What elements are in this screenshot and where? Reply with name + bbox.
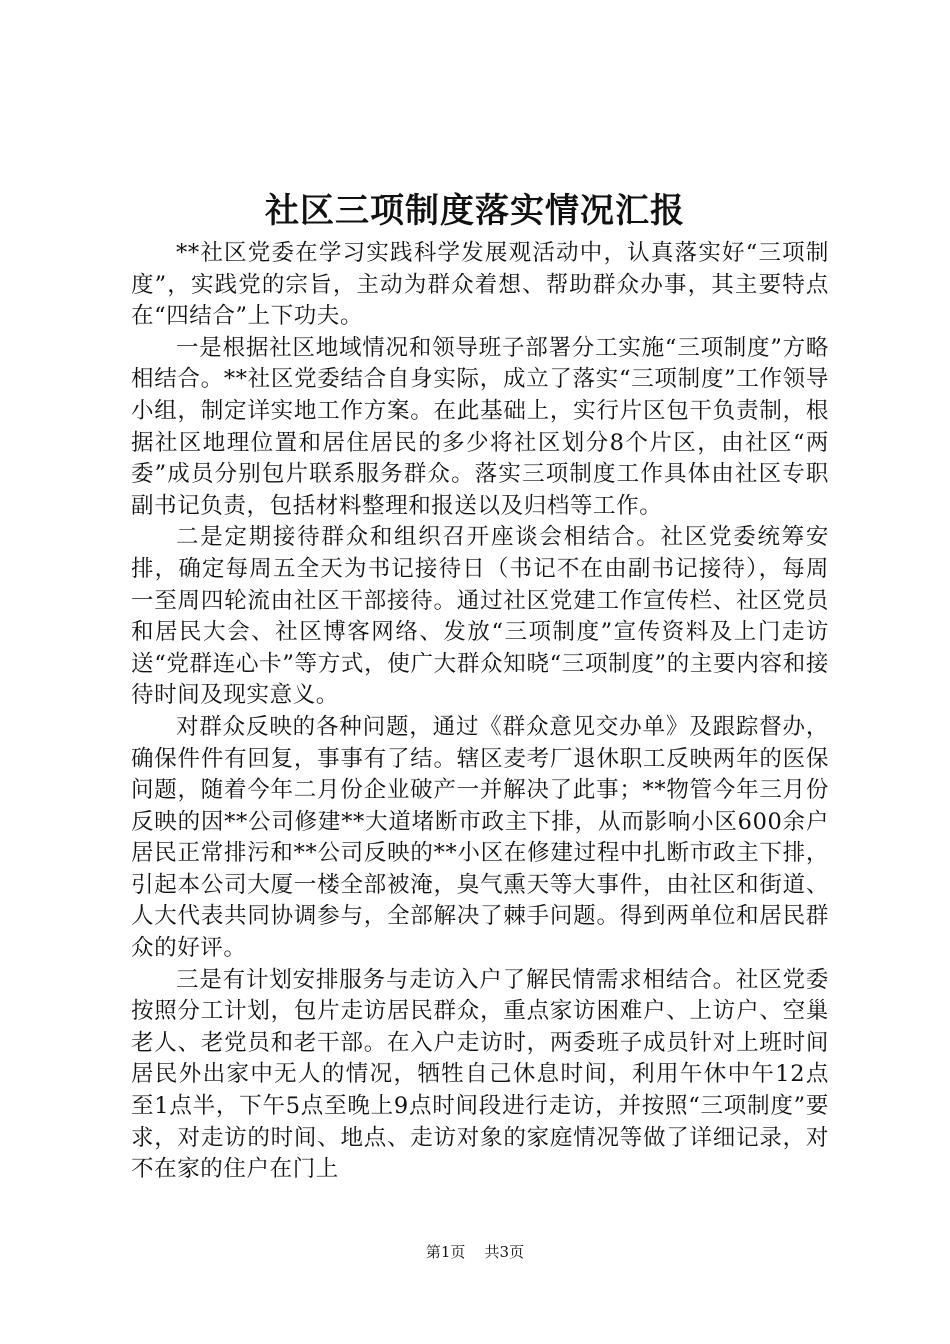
document-body <box>131 238 829 1186</box>
page-number-total: 共3页 <box>484 1243 525 1261</box>
paragraph-intro: **社区党委在学习实践科学发展观活动中，认真落实好“三项制度”，实践党的宗旨，主动为群众着想、帮助群众办事，其主要特点在“四结合”上下功夫。 <box>131 240 829 330</box>
paragraph-point-two: 二是定期接待群众和组织召开座谈会相结合。社区党委统筹安排，确定每周五全天为书记接待日（书记不在由副书记接待），每周一至周四轮流由社区干部接待。通过社区党建工作宣传栏、社区党员和居民大会、社区博客网络、发放“三项制度”宣传资料及上门走访送“党群连心卡”等方式，使广大群众知晓“三项制度”的主要内容和接待时间及现实意义。 <box>131 524 829 709</box>
page-footer <box>0 1242 950 1262</box>
paragraph-issue-handling: 对群众反映的各种问题，通过《群众意见交办单》及跟踪督办，确保件件有回复，事事有了结。辖区麦考厂退休职工反映两年的医保问题，随着今年二月份企业破产一并解决了此事；**物管今年三月份反映的因**公司修建**大道堵断市政主下排，从而影响小区600余户居民正常排污和**公司反映的**小区在修建过程中扎断市政主下排，引起本公司大厦一楼全部被淹，臭气熏天等大事件，由社区和街道、人大代表共同协调参与，全部解决了棘手问题。得到两单位和居民群众的好评。 <box>131 713 829 962</box>
paragraph-point-one: 一是根据社区地域情况和领导班子部署分工实施“三项制度”方略相结合。**社区党委结合自身实际，成立了落实“三项制度”工作领导小组，制定详实地工作方案。在此基础上，实行片区包干负责制，根据社区地理位置和居住居民的多少将社区划分8个片区，由社区“两委”成员分别包片联系服务群众。落实三项制度工作具体由社区专职副书记负责，包括材料整理和报送以及归档等工作。 <box>131 334 829 519</box>
document-title: 社区三项制度落实情况汇报 <box>265 191 685 231</box>
paragraph-point-three: 三是有计划安排服务与走访入户了解民情需求相结合。社区党委按照分工计划，包片走访居民群众，重点家访困难户、上访户、空巢老人、老党员和老干部。在入户走访时，两委班子成员针对上班时间居民外出家中无人的情况，牺牲自己休息时间，利用午休中午12点至1点半，下午5点至晚上9点时间段进行走访，并按照“三项制度”要求，对走访的时间、地点、走访对象的家庭情况等做了详细记录，对不在家的住户在门上 <box>131 966 829 1183</box>
page-number-current: 第1页 <box>425 1243 466 1261</box>
